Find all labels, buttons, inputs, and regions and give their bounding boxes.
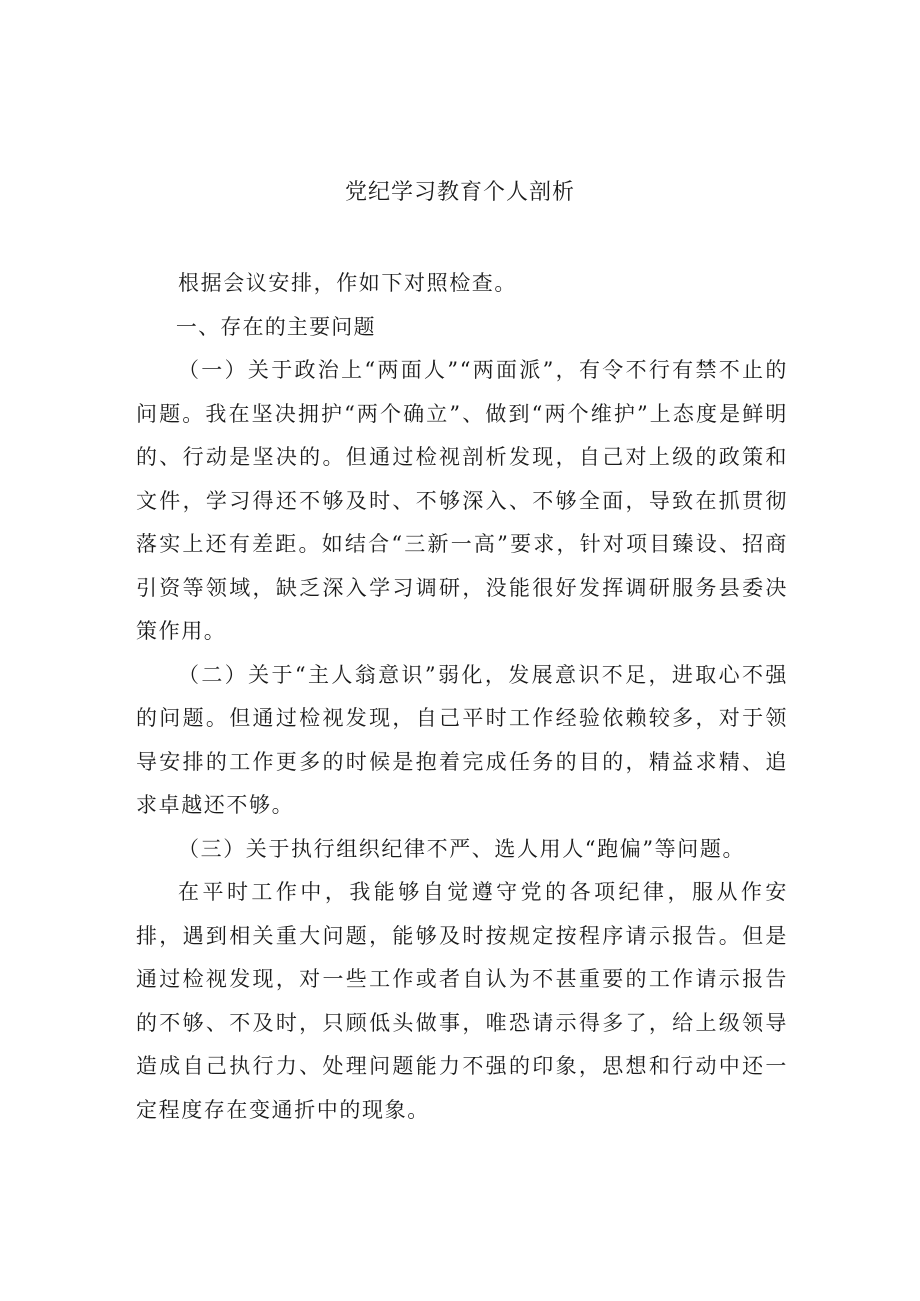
- paragraph-3: （三）关于执行组织纪律不严、选人用人“跑偏”等问题。: [178, 836, 746, 861]
- intro-paragraph: 根据会议安排，作如下对照检查。: [178, 271, 517, 295]
- document-body: [136, 262, 788, 1132]
- document-title: 党纪学习教育个人剖析: [344, 180, 575, 205]
- paragraph-2: （二）关于“主人翁意识”弱化，发展意识不足，进取心不强的问题。但通过检视发现，自己平时工作经验依赖较多，对于领导安排的工作更多的时候是抱着完成任务的目的，精益求精、追求卓越还不够。: [136, 662, 788, 817]
- paragraph-4: 在平时工作中，我能够自觉遵守党的各项纪律，服从作安排，遇到相关重大问题，能够及时按规定按程序请示报告。但是通过检视发现，对一些工作或者自认为不甚重要的工作请示报告的不够、不及时，只顾低头做事，唯恐请示得多了，给上级领导造成自己执行力、处理问题能力不强的印象，思想和行动中还一定程度存在变通折中的现象。: [136, 880, 788, 1122]
- section-heading: 一、存在的主要问题: [175, 314, 376, 339]
- paragraph-1: （一）关于政治上“两面人”“两面派”，有令不行有禁不止的问题。我在坚决拥护“两个确立”、做到“两个维护”上态度是鲜明的、行动是坚决的。但通过检视剖析发现，自己对上级的政策和文件，学习得还不够及时、不够深入、不够全面，导致在抓贯彻落实上还有差距。如结合“三新一高”要求，针对项目臻设、招商引资等领域，缺乏深入学习调研，没能很好发挥调研服务县委决策作用。: [136, 358, 788, 643]
